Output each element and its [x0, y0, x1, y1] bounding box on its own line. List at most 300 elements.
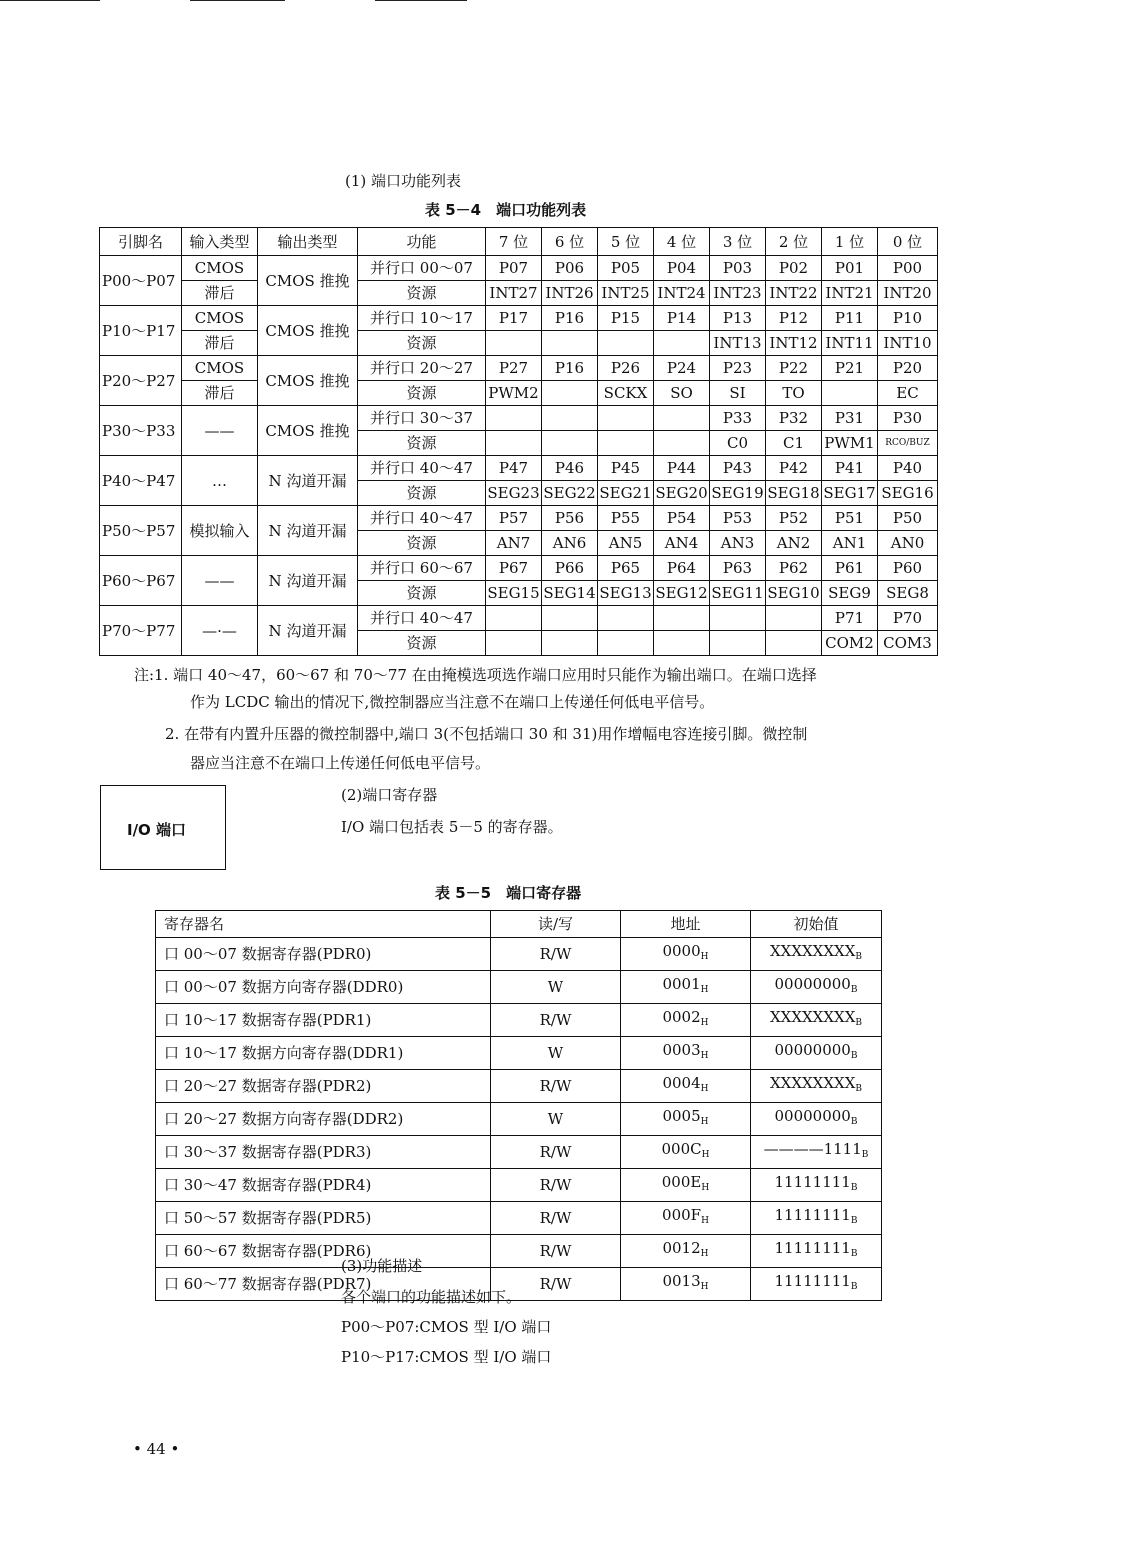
note-2-line-2: 器应当注意不在端口上传递任何低电平信号。: [190, 754, 491, 772]
bit-cell: P15: [598, 306, 654, 331]
bit-cell: P50: [878, 506, 938, 531]
pin-name-cell: P20～P27: [100, 356, 182, 406]
bit-cell: P44: [654, 456, 710, 481]
bit-cell: C0: [710, 431, 766, 456]
bit-cell: SEG19: [710, 481, 766, 506]
table-5-4-title: 表 5－4 端口功能列表: [425, 201, 587, 219]
table-row: [100, 281, 938, 306]
function-cell: 资源: [358, 481, 486, 506]
address-value: 0003: [662, 1041, 701, 1059]
bit-cell: P70: [878, 606, 938, 631]
address-cell: [621, 1004, 751, 1037]
pin-name-cell: P30～P33: [100, 406, 182, 456]
register-name-cell: 口 20～27 数据方向寄存器(DDR2): [156, 1103, 491, 1136]
initial-value: 00000000: [774, 1107, 851, 1125]
table-row: [100, 381, 938, 406]
bit-cell: [654, 331, 710, 356]
bit-cell: P14: [654, 306, 710, 331]
bit-cell: P71: [822, 606, 878, 631]
bit-cell: P56: [542, 506, 598, 531]
bit-cell: INT13: [710, 331, 766, 356]
initial-suffix: B: [850, 985, 858, 995]
initial-suffix: B: [855, 952, 863, 962]
initial-suffix: B: [855, 1018, 863, 1028]
bit-cell: AN7: [486, 531, 542, 556]
bit-cell: INT23: [710, 281, 766, 306]
address-suffix: H: [700, 1084, 709, 1094]
bit-cell: INT22: [766, 281, 822, 306]
rw-cell: R/W: [491, 1169, 621, 1202]
pin-name-cell: P50～P57: [100, 506, 182, 556]
initial-value: 00000000: [774, 975, 851, 993]
address-value: 0012: [662, 1239, 701, 1257]
register-name-cell: 口 30～47 数据寄存器(PDR4): [156, 1169, 491, 1202]
bit-cell: P53: [710, 506, 766, 531]
bit-cell: P52: [766, 506, 822, 531]
address-suffix: H: [700, 1051, 709, 1061]
output-type-cell: CMOS 推挽: [258, 406, 358, 456]
bit-cell: PWM1: [822, 431, 878, 456]
initial-value: 00000000: [774, 1041, 851, 1059]
address-value: 0002: [662, 1008, 701, 1026]
side-box: [100, 785, 226, 870]
bit-cell: P04: [654, 256, 710, 281]
register-name-cell: 口 00～07 数据方向寄存器(DDR0): [156, 971, 491, 1004]
initial-value-cell: [751, 1103, 882, 1136]
top-rule-2: [190, 0, 285, 1]
bit-cell: P16: [542, 356, 598, 381]
initial-value: XXXXXXXX: [769, 942, 856, 960]
register-name-cell: 口 60～77 数据寄存器(PDR7): [156, 1268, 491, 1301]
address-cell: [621, 971, 751, 1004]
bit-cell: P45: [598, 456, 654, 481]
initial-value-cell: [751, 1004, 882, 1037]
header-cell: 6 位: [542, 228, 598, 256]
pin-name-cell: P10～P17: [100, 306, 182, 356]
table-row: [100, 356, 938, 381]
initial-value: 11111111: [774, 1272, 851, 1290]
input-type-cell: 滞后: [182, 281, 258, 306]
bit-cell: [598, 406, 654, 431]
bit-cell: [486, 431, 542, 456]
address-suffix: H: [701, 1216, 709, 1226]
bit-cell: P07: [486, 256, 542, 281]
rw-cell: R/W: [491, 1070, 621, 1103]
note-2-line-1: 2. 在带有内置升压器的微控制器中,端口 3(不包括端口 30 和 31)用作增幅电容连接引脚。微控制: [165, 725, 808, 743]
header-cell: 功能: [358, 228, 486, 256]
register-row: [156, 1004, 882, 1037]
address-cell: [621, 1268, 751, 1301]
output-type-cell: CMOS 推挽: [258, 356, 358, 406]
bit-cell: [766, 606, 822, 631]
output-type-cell: N 沟道开漏: [258, 606, 358, 656]
bit-cell: SEG11: [710, 581, 766, 606]
function-cell: 并行口 20～27: [358, 356, 486, 381]
register-name-cell: 口 60～67 数据寄存器(PDR6): [156, 1235, 491, 1268]
bit-cell: SEG20: [654, 481, 710, 506]
bit-cell: P02: [766, 256, 822, 281]
address-value: 000F: [662, 1206, 702, 1224]
bit-cell: [542, 431, 598, 456]
bit-cell: P16: [542, 306, 598, 331]
table-row: [100, 456, 938, 481]
bit-cell: [542, 631, 598, 656]
address-cell: [621, 1070, 751, 1103]
register-name-cell: 口 10～17 数据方向寄存器(DDR1): [156, 1037, 491, 1070]
section-2-text: I/O 端口包括表 5－5 的寄存器。: [341, 818, 563, 836]
rw-cell: R/W: [491, 1136, 621, 1169]
bit-cell: P23: [710, 356, 766, 381]
header-cell: 4 位: [654, 228, 710, 256]
bit-cell: AN1: [822, 531, 878, 556]
bit-cell: [766, 631, 822, 656]
function-cell: 并行口 60～67: [358, 556, 486, 581]
register-name-cell: 口 00～07 数据寄存器(PDR0): [156, 938, 491, 971]
register-name-cell: 口 50～57 数据寄存器(PDR5): [156, 1202, 491, 1235]
bit-cell: SI: [710, 381, 766, 406]
input-type-cell: ——: [182, 406, 258, 456]
bit-cell: [654, 631, 710, 656]
bit-cell: COM3: [878, 631, 938, 656]
initial-suffix: B: [850, 1183, 858, 1193]
bit-cell: P26: [598, 356, 654, 381]
function-cell: 资源: [358, 631, 486, 656]
initial-value-cell: [751, 1136, 882, 1169]
bit-cell: INT21: [822, 281, 878, 306]
pin-name-cell: P60～P67: [100, 556, 182, 606]
rw-cell: R/W: [491, 1235, 621, 1268]
initial-value-cell: [751, 1070, 882, 1103]
bit-cell: P22: [766, 356, 822, 381]
input-type-cell: ——: [182, 556, 258, 606]
bit-cell: SEG15: [486, 581, 542, 606]
initial-suffix: B: [850, 1117, 858, 1127]
section-3-line-3: P10～P17:CMOS 型 I/O 端口: [341, 1348, 552, 1366]
table-5-5-title: 表 5－5 端口寄存器: [435, 884, 582, 902]
register-row: [156, 1235, 882, 1268]
function-cell: 并行口 00～07: [358, 256, 486, 281]
bit-cell: [710, 631, 766, 656]
bit-cell: P30: [878, 406, 938, 431]
register-name-cell: 口 20～27 数据寄存器(PDR2): [156, 1070, 491, 1103]
initial-value-cell: [751, 1202, 882, 1235]
output-type-cell: N 沟道开漏: [258, 556, 358, 606]
bit-cell: [542, 606, 598, 631]
table-row: [100, 256, 938, 281]
address-value: 000E: [661, 1173, 702, 1191]
register-header-row: [156, 911, 882, 938]
function-cell: 并行口 40～47: [358, 456, 486, 481]
initial-suffix: B: [850, 1216, 858, 1226]
bit-cell: P55: [598, 506, 654, 531]
initial-value-cell: [751, 971, 882, 1004]
table-header-row: [100, 228, 938, 256]
address-cell: [621, 1202, 751, 1235]
section-1-heading: (1) 端口功能列表: [345, 172, 462, 190]
input-type-cell: 模拟输入: [182, 506, 258, 556]
initial-value-cell: [751, 1169, 882, 1202]
note-1-line-1: 注:1. 端口 40～47，60～67 和 70～77 在由掩模选项选作端口应用时只能作为输出端口。在端口选择: [134, 666, 817, 684]
section-3-line-1: 各个端口的功能描述如下。: [341, 1288, 522, 1306]
bit-cell: P67: [486, 556, 542, 581]
bit-cell: [542, 331, 598, 356]
rw-cell: R/W: [491, 1268, 621, 1301]
register-row: [156, 1169, 882, 1202]
function-cell: 并行口 40～47: [358, 606, 486, 631]
initial-value: XXXXXXXX: [769, 1008, 856, 1026]
header-cell: 5 位: [598, 228, 654, 256]
register-row: [156, 1070, 882, 1103]
output-type-cell: N 沟道开漏: [258, 506, 358, 556]
bit-cell: P27: [486, 356, 542, 381]
bit-cell: INT24: [654, 281, 710, 306]
bit-cell: [486, 331, 542, 356]
bit-cell: SEG17: [822, 481, 878, 506]
pin-name-cell: P40～P47: [100, 456, 182, 506]
address-suffix: H: [700, 1282, 709, 1292]
bit-cell: P54: [654, 506, 710, 531]
bit-cell: P43: [710, 456, 766, 481]
initial-value: 11111111: [774, 1173, 851, 1191]
function-cell: 并行口 30～37: [358, 406, 486, 431]
bit-cell: P63: [710, 556, 766, 581]
bit-cell: P42: [766, 456, 822, 481]
bit-cell: SEG13: [598, 581, 654, 606]
bit-cell: [822, 381, 878, 406]
top-rule-1: [0, 0, 100, 1]
bit-cell: SCKX: [598, 381, 654, 406]
bit-cell: P32: [766, 406, 822, 431]
bit-cell: [542, 381, 598, 406]
bit-cell: SO: [654, 381, 710, 406]
bit-cell: [598, 631, 654, 656]
bit-cell: P17: [486, 306, 542, 331]
initial-value: 11111111: [774, 1239, 851, 1257]
header-cell: 1 位: [822, 228, 878, 256]
bit-cell: EC: [878, 381, 938, 406]
function-cell: 并行口 10～17: [358, 306, 486, 331]
bit-cell: P61: [822, 556, 878, 581]
bit-cell: SEG14: [542, 581, 598, 606]
header-cell: 读/写: [491, 911, 621, 938]
page-number: • 44 •: [133, 1440, 180, 1458]
header-cell: 0 位: [878, 228, 938, 256]
header-cell: 7 位: [486, 228, 542, 256]
pin-name-cell: P00～P07: [100, 256, 182, 306]
input-type-cell: 滞后: [182, 381, 258, 406]
top-rule-3: [375, 0, 467, 1]
bit-cell: P65: [598, 556, 654, 581]
header-cell: 2 位: [766, 228, 822, 256]
rw-cell: W: [491, 1103, 621, 1136]
bit-cell: [486, 406, 542, 431]
bit-cell: INT12: [766, 331, 822, 356]
address-value: 0005: [662, 1107, 701, 1125]
function-cell: 并行口 40～47: [358, 506, 486, 531]
bit-cell: P00: [878, 256, 938, 281]
bit-cell: P66: [542, 556, 598, 581]
bit-cell: P01: [822, 256, 878, 281]
input-type-cell: CMOS: [182, 306, 258, 331]
bit-cell: INT20: [878, 281, 938, 306]
bit-cell: C1: [766, 431, 822, 456]
bit-cell: SEG10: [766, 581, 822, 606]
header-cell: 3 位: [710, 228, 766, 256]
address-cell: [621, 1037, 751, 1070]
table-row: [100, 606, 938, 631]
header-cell: 输入类型: [182, 228, 258, 256]
bit-cell: [598, 606, 654, 631]
function-cell: 资源: [358, 381, 486, 406]
address-cell: [621, 1103, 751, 1136]
initial-value-cell: [751, 1268, 882, 1301]
register-row: [156, 938, 882, 971]
bit-cell: INT27: [486, 281, 542, 306]
input-type-cell: CMOS: [182, 356, 258, 381]
bit-cell: P13: [710, 306, 766, 331]
output-type-cell: CMOS 推挽: [258, 256, 358, 306]
table-row: [100, 306, 938, 331]
rw-cell: W: [491, 971, 621, 1004]
bit-cell: P10: [878, 306, 938, 331]
pin-name-cell: P70～P77: [100, 606, 182, 656]
table-row: [100, 331, 938, 356]
initial-value-cell: [751, 1235, 882, 1268]
section-3-heading: (3)功能描述: [341, 1257, 423, 1275]
note-1-line-2: 作为 LCDC 输出的情况下,微控制器应当注意不在端口上传递任何低电平信号。: [190, 693, 715, 711]
section-3-line-2: P00～P07:CMOS 型 I/O 端口: [341, 1318, 552, 1336]
bit-cell: [598, 331, 654, 356]
bit-cell: P41: [822, 456, 878, 481]
bit-cell: SEG9: [822, 581, 878, 606]
bit-cell: P40: [878, 456, 938, 481]
bit-cell: P64: [654, 556, 710, 581]
bit-cell: P11: [822, 306, 878, 331]
bit-cell: INT10: [878, 331, 938, 356]
bit-cell: P47: [486, 456, 542, 481]
output-type-cell: CMOS 推挽: [258, 306, 358, 356]
rw-cell: R/W: [491, 938, 621, 971]
initial-value: 11111111: [774, 1206, 851, 1224]
function-cell: 资源: [358, 331, 486, 356]
address-value: 0001: [662, 975, 701, 993]
bit-cell: P20: [878, 356, 938, 381]
bit-cell: [486, 631, 542, 656]
address-cell: [621, 1169, 751, 1202]
register-row: [156, 1136, 882, 1169]
header-cell: 地址: [621, 911, 751, 938]
address-value: 000C: [661, 1140, 702, 1158]
header-cell: 寄存器名: [156, 911, 491, 938]
bit-cell: AN4: [654, 531, 710, 556]
bit-cell: AN3: [710, 531, 766, 556]
header-cell: 初始值: [751, 911, 882, 938]
address-suffix: H: [700, 1117, 709, 1127]
header-cell: 引脚名: [100, 228, 182, 256]
port-function-table: [99, 227, 938, 656]
address-suffix: H: [700, 985, 709, 995]
bit-cell: [486, 606, 542, 631]
address-cell: [621, 1136, 751, 1169]
bit-cell: P31: [822, 406, 878, 431]
bit-cell: AN5: [598, 531, 654, 556]
bit-cell: RCO/BUZ: [878, 431, 938, 456]
bit-cell: P24: [654, 356, 710, 381]
bit-cell: SEG21: [598, 481, 654, 506]
address-suffix: H: [700, 1018, 709, 1028]
bit-cell: P12: [766, 306, 822, 331]
initial-value-cell: [751, 1037, 882, 1070]
initial-suffix: B: [855, 1084, 863, 1094]
bit-cell: P03: [710, 256, 766, 281]
header-cell: 输出类型: [258, 228, 358, 256]
function-cell: 资源: [358, 531, 486, 556]
bit-cell: AN6: [542, 531, 598, 556]
table-row: [100, 406, 938, 431]
input-type-cell: CMOS: [182, 256, 258, 281]
table-row: [100, 556, 938, 581]
input-type-cell: —·—: [182, 606, 258, 656]
bit-cell: TO: [766, 381, 822, 406]
register-name-cell: 口 10～17 数据寄存器(PDR1): [156, 1004, 491, 1037]
address-suffix: H: [700, 1249, 709, 1259]
function-cell: 资源: [358, 281, 486, 306]
bit-cell: SEG18: [766, 481, 822, 506]
address-value: 0004: [662, 1074, 701, 1092]
initial-value: XXXXXXXX: [769, 1074, 856, 1092]
bit-cell: P05: [598, 256, 654, 281]
initial-suffix: B: [861, 1150, 869, 1160]
bit-cell: SEG8: [878, 581, 938, 606]
bit-cell: COM2: [822, 631, 878, 656]
initial-suffix: B: [850, 1051, 858, 1061]
address-suffix: H: [700, 952, 709, 962]
bit-cell: P62: [766, 556, 822, 581]
register-row: [156, 971, 882, 1004]
bit-cell: SEG23: [486, 481, 542, 506]
input-type-cell: …: [182, 456, 258, 506]
address-value: 0000: [662, 942, 701, 960]
initial-value-cell: [751, 938, 882, 971]
register-row: [156, 1202, 882, 1235]
initial-suffix: B: [850, 1249, 858, 1259]
function-cell: 资源: [358, 581, 486, 606]
register-row: [156, 1037, 882, 1070]
output-type-cell: N 沟道开漏: [258, 456, 358, 506]
bit-cell: P51: [822, 506, 878, 531]
address-cell: [621, 1235, 751, 1268]
bit-cell: INT11: [822, 331, 878, 356]
bit-cell: INT26: [542, 281, 598, 306]
bit-cell: [598, 431, 654, 456]
rw-cell: R/W: [491, 1004, 621, 1037]
bit-cell: [654, 606, 710, 631]
bit-cell: SEG16: [878, 481, 938, 506]
register-row: [156, 1103, 882, 1136]
side-box-label: I/O 端口: [127, 821, 187, 839]
bit-cell: [654, 431, 710, 456]
address-suffix: H: [701, 1183, 710, 1193]
bit-cell: P57: [486, 506, 542, 531]
table-row: [100, 506, 938, 531]
bit-cell: P21: [822, 356, 878, 381]
bit-cell: AN0: [878, 531, 938, 556]
bit-cell: P46: [542, 456, 598, 481]
bit-cell: P06: [542, 256, 598, 281]
bit-cell: [654, 406, 710, 431]
bit-cell: SEG12: [654, 581, 710, 606]
rw-cell: W: [491, 1037, 621, 1070]
